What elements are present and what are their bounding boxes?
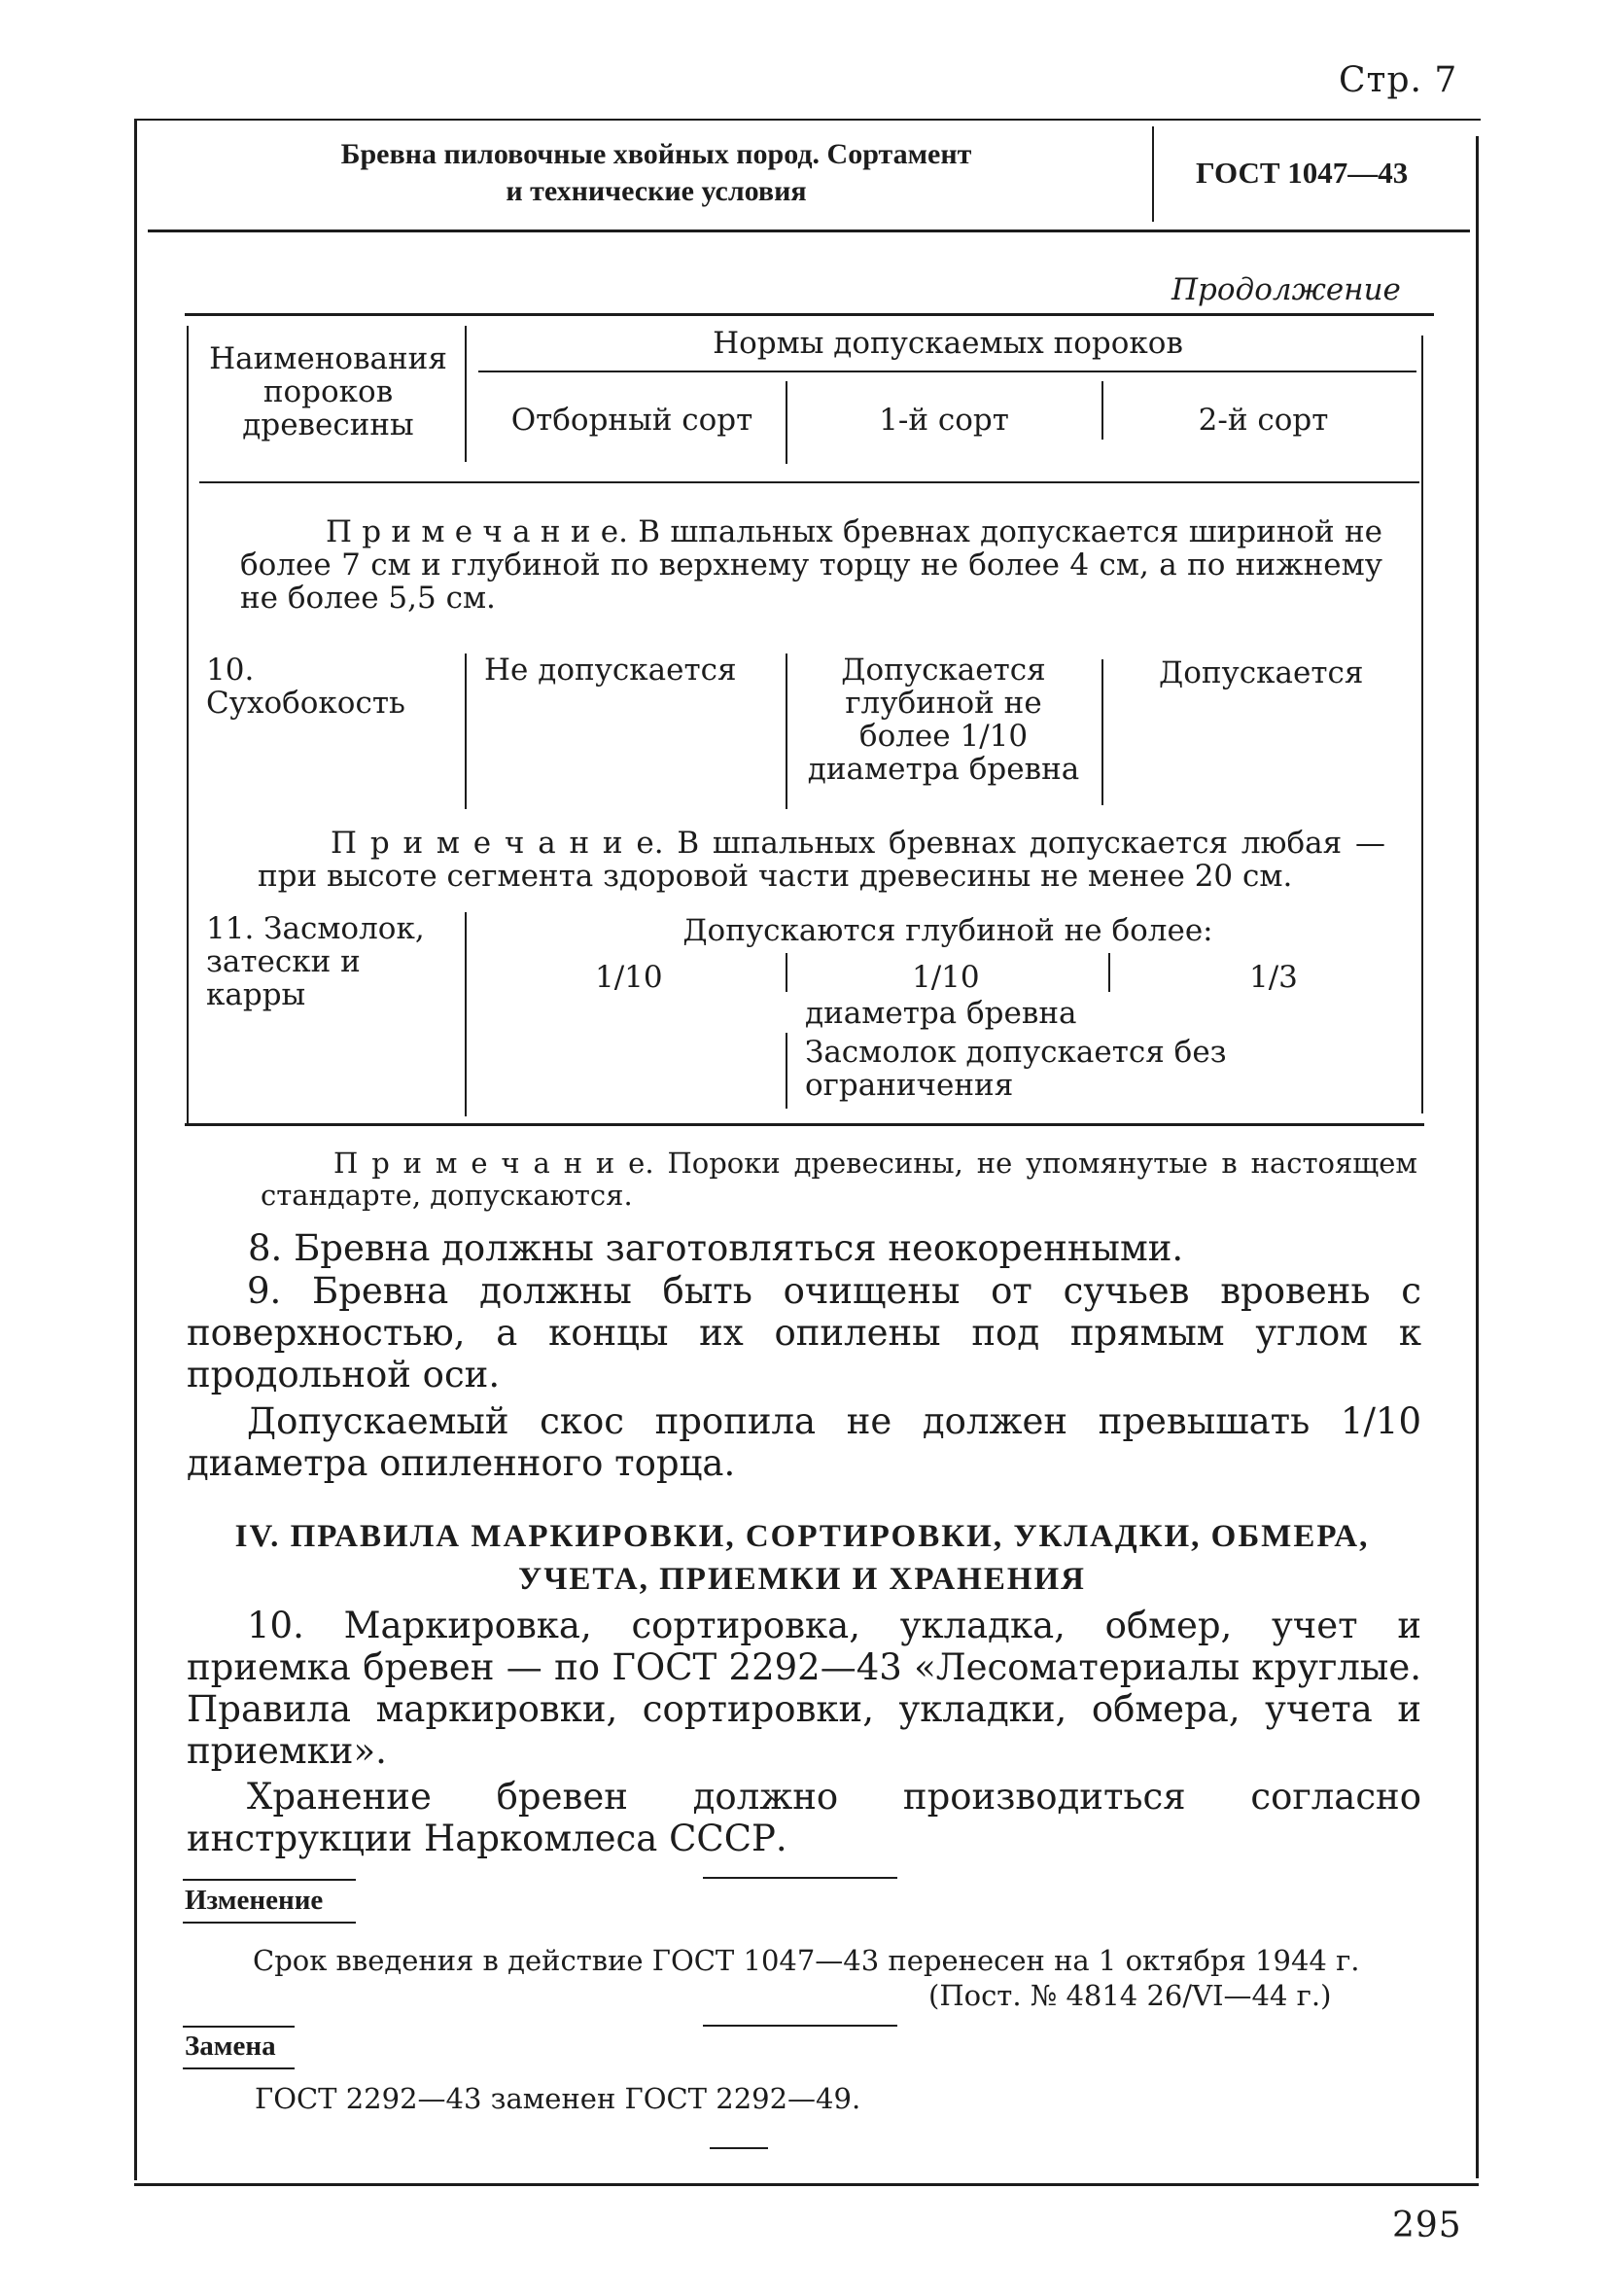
row11-name: 11. Засмолок, затески и карры [206, 911, 425, 1012]
clause-9: 9. Бревна должны быть очищены от сучьев вровень с поверхностью, а концы их опилены под прямым углом к продольной оси. [187, 1270, 1421, 1395]
row10-divider-3 [1101, 659, 1103, 805]
group-header-rule [478, 371, 1416, 372]
table-bottom-rule [185, 1123, 1424, 1126]
row10-second: Допускается [1159, 655, 1364, 690]
page-label: Стр. 7 [1339, 60, 1458, 100]
clause-9-cut: Допускаемый скос пропила не должен превышать 1/10 диаметра опиленного торца. [187, 1400, 1421, 1484]
row11-divider-4 [786, 1033, 787, 1109]
header-title-line1: Бревна пиловочные хвойных пород. Сортамент [340, 138, 972, 170]
replace-label: Замена [185, 2031, 276, 2062]
row10-select: Не допускается [484, 653, 737, 688]
table-header-bottom-rule [199, 481, 1419, 483]
end-mark [710, 2147, 768, 2149]
clause-10: 10. Маркировка, сортировка, укладка, обмер, учет и приемка бревен — по ГОСТ 2292—43 «Лесоматериалы круглые. Правила маркировки, сортировки, укладки, обмера, учета и приемки». [187, 1605, 1421, 1772]
row11-select: 1/10 [595, 960, 663, 995]
group-header: Нормы допускаемых пороков [713, 326, 1183, 361]
header-divider-vertical [1152, 126, 1154, 222]
row11-divider-3 [1108, 953, 1110, 992]
header-title [185, 136, 1128, 210]
continuation-label: Продолжение [1171, 272, 1401, 307]
row10-name: 10. Сухобокость [206, 653, 405, 721]
row10-divider-1 [465, 653, 467, 809]
storage-text: Хранение бревен должно производиться согласно инструкции Наркомлеса СССР. [187, 1776, 1421, 1859]
header-title-line2: и технические условия [506, 175, 807, 207]
row11-second: 1/3 [1249, 960, 1298, 995]
row11-resin-note [805, 1036, 1408, 1102]
row11-first: 1/10 [912, 960, 980, 995]
replace-label-top-rule [183, 2026, 295, 2028]
row10-divider-2 [786, 653, 787, 809]
frame-right-rule [1476, 136, 1479, 2178]
page-bottom-rule [134, 2183, 1479, 2186]
table-top-rule [185, 313, 1434, 316]
row11-divider-1 [465, 912, 467, 1116]
col-divider-1 [786, 381, 787, 464]
standard-code: ГОСТ 1047—43 [1196, 156, 1409, 190]
clause-8: 8. Бревна должны заготовляться неокоренными. [248, 1227, 1184, 1269]
page-number: 295 [1392, 2206, 1462, 2245]
frame-left-rule [134, 119, 137, 2180]
change-label: Изменение [185, 1885, 324, 1916]
row10-first [795, 653, 1092, 786]
replace-label-bottom-rule [183, 2067, 295, 2069]
change-separator [703, 1877, 897, 1879]
row11-resin-note-text: Засмолок допускается без ограничения [805, 1035, 1227, 1103]
col-header-select: Отборный сорт [510, 403, 753, 438]
footnote: П р и м е ч а н и е. Пороки древесины, не упомянутые в настоящем стандарте, допускаются. [261, 1147, 1417, 1212]
section4-heading: IV. ПРАВИЛА МАРКИРОВКИ, СОРТИРОВКИ, УКЛАДКИ, ОБМЕРА, УЧЕТА, ПРИЕМКИ И ХРАНЕНИЯ [234, 1519, 1370, 1597]
change-ref: (Пост. № 4814 26/VI—44 г.) [928, 1979, 1332, 2012]
col-name-header: Наименования пороков древесины [209, 341, 447, 442]
replace-text: ГОСТ 2292—43 заменен ГОСТ 2292—49. [255, 2082, 861, 2115]
header-bottom-rule [148, 230, 1470, 232]
row11-diameter: диаметра бревна [805, 996, 1077, 1031]
table-right-border [1421, 336, 1423, 1113]
change-label-bottom-rule [183, 1922, 356, 1924]
col-name-divider [465, 326, 467, 462]
col-header-second: 2-й сорт [1198, 403, 1329, 438]
row11-divider-2 [786, 953, 787, 992]
col-header-first: 1-й сорт [879, 403, 1009, 438]
note-sleepers-width: П р и м е ч а н и е. В шпальных бревнах допускается шириной не более 7 см и глубиной по верхнему торцу не более 4 см, а по нижнему не более 5,5 см. [240, 514, 1382, 616]
header-top-rule [134, 119, 1481, 121]
note-row10: П р и м е ч а н и е. В шпальных бревнах допускается любая — при высоте сегмента здоровой части древесины не менее 20 см. [258, 826, 1385, 894]
col-divider-2 [1101, 381, 1103, 440]
change-label-top-rule [183, 1879, 356, 1881]
table-left-border [187, 326, 189, 1123]
row11-span-text: Допускаются глубиной не более: [682, 913, 1213, 948]
replace-separator [703, 2025, 897, 2027]
change-text: Срок введения в действие ГОСТ 1047—43 перенесен на 1 октября 1944 г. [253, 1944, 1360, 1977]
row10-first-text: Допускается глубиной не более 1/10 диаметра бревна [807, 653, 1080, 787]
